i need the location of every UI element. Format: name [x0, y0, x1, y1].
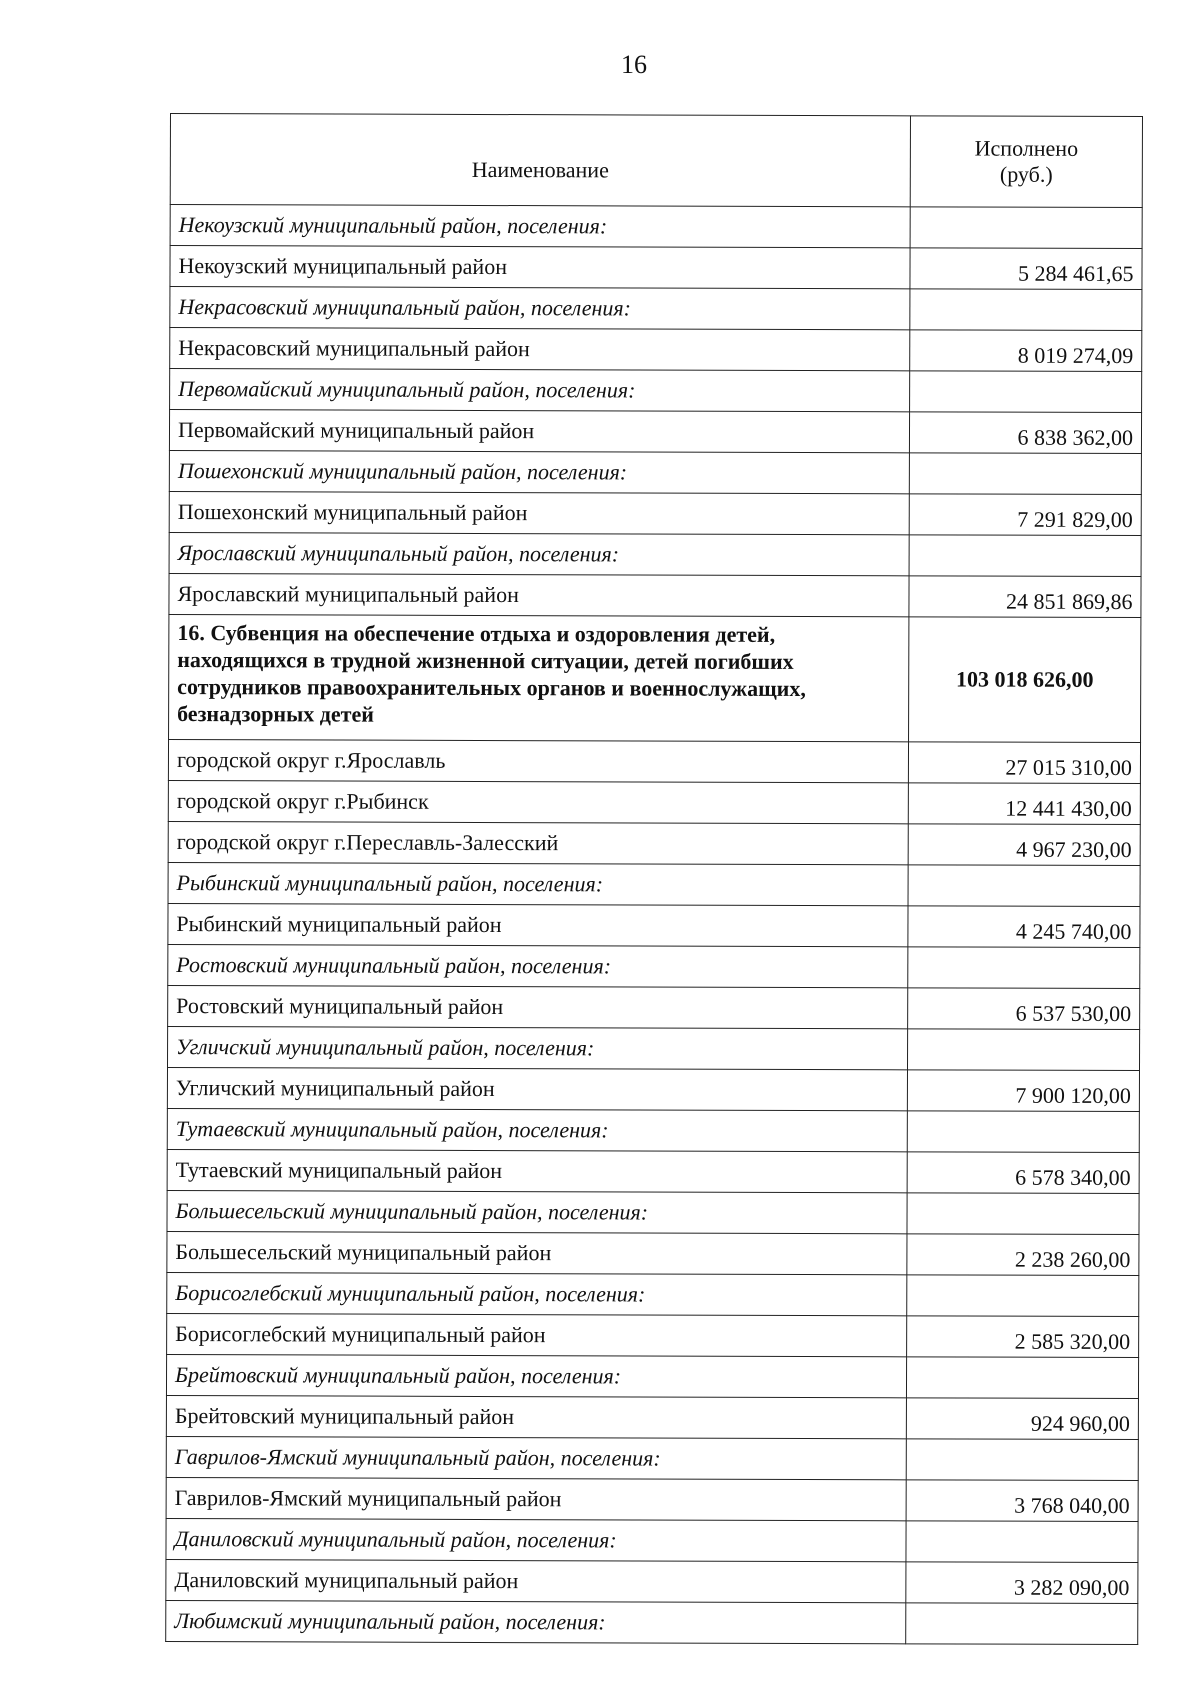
- row-amount: [906, 1521, 1138, 1563]
- subheading-row: [169, 532, 1141, 576]
- section-title: 16. Субвенция на обеспечение отдыха и оздоровления детей, находящихся в трудной жизненной ситуации, детей погибших сотрудников правоохранительных органов и военнослужащих, безнадзорных детей: [169, 614, 909, 741]
- row-amount: 2 238 260,00: [907, 1234, 1139, 1276]
- row-name: городской округ г.Рыбинск: [168, 780, 908, 823]
- row-name: Гаврилов-Ямский муниципальный район, поселения:: [166, 1436, 906, 1479]
- row-amount: 7 900 120,00: [907, 1070, 1139, 1112]
- subheading-row: [167, 1190, 1139, 1234]
- row-amount: 7 291 829,00: [909, 494, 1141, 536]
- subheading-row: [168, 1026, 1140, 1070]
- subheading-row: [166, 1354, 1138, 1398]
- row-name: Ростовский муниципальный район: [168, 985, 908, 1028]
- row-name: Некоузский муниципальный район: [170, 246, 910, 289]
- row-name: Ростовский муниципальный район, поселения:: [168, 944, 908, 987]
- row-name: Тутаевский муниципальный район, поселения:: [167, 1108, 907, 1151]
- row-amount: 6 578 340,00: [907, 1152, 1139, 1194]
- table-row: [169, 573, 1141, 617]
- table-row: [168, 780, 1140, 824]
- row-amount: [909, 453, 1141, 495]
- subheading-row: [166, 1436, 1138, 1480]
- budget-table: [165, 113, 1143, 1645]
- row-name: Некрасовский муниципальный район: [170, 328, 910, 371]
- row-name: Рыбинский муниципальный район: [168, 903, 908, 946]
- table-row: [169, 410, 1141, 454]
- row-amount: 27 015 310,00: [908, 742, 1140, 784]
- page-number: 16: [621, 50, 647, 79]
- subheading-row: [170, 287, 1142, 331]
- row-amount: [906, 1603, 1138, 1645]
- section-amount: 103 018 626,00: [909, 617, 1141, 743]
- row-amount: [907, 1193, 1139, 1235]
- row-amount: [906, 1439, 1138, 1481]
- table-row: [168, 821, 1140, 865]
- row-name: Большесельский муниципальный район: [167, 1231, 907, 1274]
- table-row: [167, 1313, 1139, 1357]
- table-row: [167, 1149, 1139, 1193]
- row-name: Даниловский муниципальный район: [166, 1559, 906, 1602]
- row-amount: 924 960,00: [906, 1398, 1138, 1440]
- subheading-row: [167, 1272, 1139, 1316]
- row-amount: [907, 1275, 1139, 1317]
- row-amount: 5 284 461,65: [910, 248, 1142, 290]
- subheading-row: [170, 369, 1142, 413]
- table-body: [166, 205, 1143, 1645]
- row-name: Брейтовский муниципальный район: [166, 1395, 906, 1438]
- row-name: Борисоглебский муниципальный район: [167, 1313, 907, 1356]
- row-name: Тутаевский муниципальный район: [167, 1149, 907, 1192]
- row-name: городской округ г.Ярославль: [168, 739, 908, 782]
- table-row: [166, 1559, 1138, 1603]
- row-name: Угличский муниципальный район, поселения:: [168, 1026, 908, 1069]
- table-row: [167, 1231, 1139, 1275]
- row-amount: 4 245 740,00: [908, 906, 1140, 948]
- row-amount: [909, 535, 1141, 577]
- row-name: Рыбинский муниципальный район, поселения:: [168, 862, 908, 905]
- subheading-row: [170, 205, 1142, 249]
- column-header-amount: [910, 116, 1142, 208]
- row-name: Первомайский муниципальный район: [169, 410, 909, 453]
- row-amount: 24 851 869,86: [909, 576, 1141, 618]
- row-amount: [910, 207, 1142, 249]
- section-row: [169, 614, 1141, 742]
- row-amount: 6 838 362,00: [909, 412, 1141, 454]
- subheading-row: [169, 450, 1141, 494]
- row-amount: [906, 1357, 1138, 1399]
- row-amount: [910, 289, 1142, 331]
- column-header-name: Наименование: [170, 114, 910, 207]
- row-amount: [908, 865, 1140, 907]
- row-amount: [907, 1111, 1139, 1153]
- row-name: Даниловский муниципальный район, поселения:: [166, 1518, 906, 1561]
- table-row: [170, 246, 1142, 290]
- row-amount: 2 585 320,00: [907, 1316, 1139, 1358]
- row-name: Пошехонский муниципальный район: [169, 491, 909, 534]
- subheading-row: [166, 1600, 1138, 1644]
- row-amount: 6 537 530,00: [908, 988, 1140, 1030]
- table-row: [169, 491, 1141, 535]
- row-amount: [907, 1029, 1139, 1071]
- table-header-row: [170, 114, 1142, 208]
- row-amount: 3 768 040,00: [906, 1480, 1138, 1522]
- table-row: [168, 739, 1140, 783]
- table-row: [170, 328, 1142, 372]
- table-row: [167, 1067, 1139, 1111]
- row-amount: 12 441 430,00: [908, 783, 1140, 825]
- row-amount: [908, 947, 1140, 989]
- row-amount: 8 019 274,09: [910, 330, 1142, 372]
- table-row: [168, 903, 1140, 947]
- row-amount: 3 282 090,00: [906, 1562, 1138, 1604]
- row-name: Гаврилов-Ямский муниципальный район: [166, 1477, 906, 1520]
- table-row: [166, 1395, 1138, 1439]
- column-header-amount-line2: (руб.): [999, 161, 1053, 187]
- row-name: городской округ г.Переславль-Залесский: [168, 821, 908, 864]
- subheading-row: [167, 1108, 1139, 1152]
- row-name: Некоузский муниципальный район, поселения:: [170, 205, 910, 248]
- row-amount: 4 967 230,00: [908, 824, 1140, 866]
- row-name: Угличский муниципальный район: [167, 1067, 907, 1110]
- column-header-amount-line1: Исполнено: [974, 135, 1079, 161]
- row-name: Любимский муниципальный район, поселения:: [166, 1600, 906, 1643]
- table-row: [166, 1477, 1138, 1521]
- subheading-row: [166, 1518, 1138, 1562]
- row-name: Ярославский муниципальный район, поселения:: [169, 532, 909, 575]
- row-name: Первомайский муниципальный район, поселения:: [170, 369, 910, 412]
- row-name: Пошехонский муниципальный район, поселения:: [169, 450, 909, 493]
- subheading-row: [168, 862, 1140, 906]
- row-name: Большесельский муниципальный район, поселения:: [167, 1190, 907, 1233]
- table-row: [168, 985, 1140, 1029]
- row-name: Брейтовский муниципальный район, поселения:: [166, 1354, 906, 1397]
- row-amount: [910, 371, 1142, 413]
- row-name: Борисоглебский муниципальный район, поселения:: [167, 1272, 907, 1315]
- subheading-row: [168, 944, 1140, 988]
- row-name: Ярославский муниципальный район: [169, 573, 909, 616]
- row-name: Некрасовский муниципальный район, поселения:: [170, 287, 910, 330]
